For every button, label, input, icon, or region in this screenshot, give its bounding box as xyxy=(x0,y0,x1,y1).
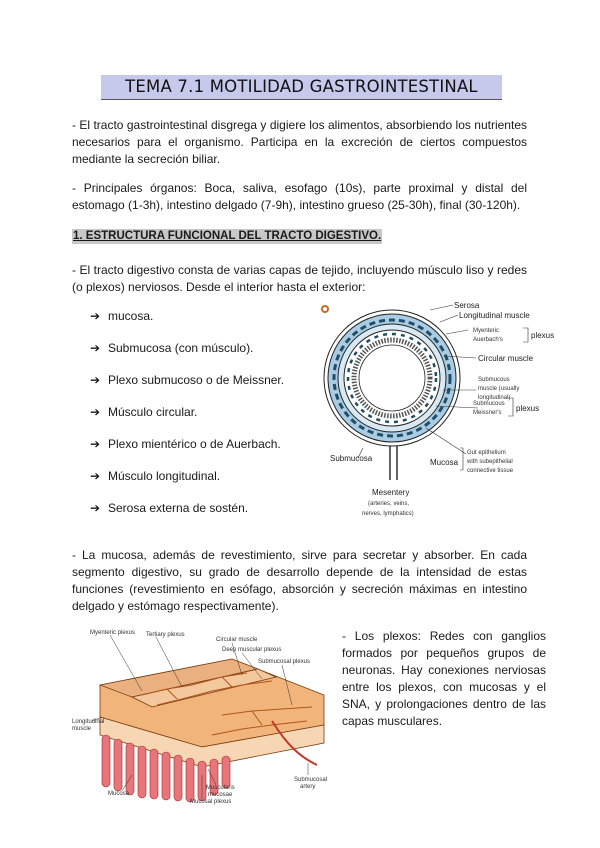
list-item xyxy=(90,340,284,372)
label-submucous-plexus-1: Submucous xyxy=(473,401,505,407)
layer-label: Músculo circular. xyxy=(108,405,198,419)
label-myenteric: Myenteric xyxy=(473,328,500,334)
label-longitudinal-2: muscle xyxy=(72,726,92,732)
structure-intro: - El tracto digestivo consta de varias capas de tejido, incluyendo músculo liso y redes (o plexos) nerviosos. Desde el interior hasta el exterior: xyxy=(72,263,527,294)
label-gut-epithelium-1: Gut epithelium xyxy=(467,450,506,456)
label-longitudinal-muscle: Longitudinal muscle xyxy=(459,311,530,320)
label-submucosal-artery-1: Submucosal xyxy=(294,777,328,783)
layer-label: mucosa. xyxy=(108,309,154,323)
label-submucosal-plexus: Submucosal plexus xyxy=(258,659,311,665)
list-item xyxy=(90,468,284,500)
label-mesentery-3: nerves, lymphatics) xyxy=(362,511,414,517)
list-item xyxy=(90,308,284,340)
label-plexus-2: plexus xyxy=(516,404,540,413)
label-mesentery: Mesentery xyxy=(372,488,410,497)
arrow-right-icon: ➔ xyxy=(90,501,101,515)
label-submucous-muscle-3: longitudinal) xyxy=(478,395,511,401)
list-item xyxy=(90,372,284,404)
label-submucosal-artery-2: artery xyxy=(300,784,316,790)
section-heading: 1. ESTRUCTURA FUNCIONAL DEL TRACTO DIGESTIVO. xyxy=(73,230,382,242)
label-submucous-muscle-1: Submucous xyxy=(478,377,510,383)
label-mucosa: Mucosa xyxy=(430,458,459,467)
label-muscularis-2: mucosae xyxy=(208,792,233,798)
layer-label: Plexo submucoso o de Meissner. xyxy=(108,373,285,387)
marker-circle-icon xyxy=(322,306,328,312)
label-circular-muscle: Circular muscle xyxy=(478,354,534,363)
arrow-right-icon: ➔ xyxy=(90,373,101,387)
layer-list xyxy=(90,308,284,532)
label-muscularis-1: Muscularis xyxy=(206,785,235,791)
label-serosa: Serosa xyxy=(454,301,480,310)
layer-label: Submucosa (con músculo). xyxy=(108,341,254,355)
label-mucosal-plexus: Mucosal plexus xyxy=(190,799,232,805)
label-longitudinal-1: Longitudinal xyxy=(72,719,105,725)
label-meissners: Meissner's xyxy=(473,410,502,416)
page-title: TEMA 7.1 MOTILIDAD GASTROINTESTINAL xyxy=(101,75,502,100)
gut-cross-section-figure xyxy=(318,298,554,524)
arrow-right-icon: ➔ xyxy=(90,405,101,419)
label-gut-epithelium-3: connective tissue xyxy=(467,468,514,474)
list-item xyxy=(90,436,284,468)
arrow-right-icon: ➔ xyxy=(90,341,101,355)
label-mucosa-wall: Mucosa xyxy=(108,791,130,797)
arrow-right-icon: ➔ xyxy=(90,469,101,483)
label-auerbachs: Auerbach's xyxy=(473,337,503,343)
arrow-right-icon: ➔ xyxy=(90,309,101,323)
lumen xyxy=(359,345,425,411)
label-tertiary-plexus: Tertiary plexus xyxy=(146,632,185,638)
layer-label: Serosa externa de sostén. xyxy=(108,501,249,515)
label-circular-muscle-wall: Circular muscle xyxy=(216,637,258,643)
mucosa-paragraph: - La mucosa, además de revestimiento, sirve para secretar y absorber. En cada segmento digestivo, su grado de desarrollo depende de la intensidad de estas funciones (revestimiento en esófago, absorción y secreción máximas en intestino delgado y estómago respectivamente). xyxy=(72,548,527,613)
layer-label: Músculo longitudinal. xyxy=(108,469,221,483)
label-mesentery-2: (arteries, veins, xyxy=(368,501,410,507)
gut-wall-figure xyxy=(72,625,334,805)
label-plexus-1: plexus xyxy=(531,331,554,340)
label-myenteric-plexus: Myenteric plexus xyxy=(90,630,136,636)
label-submucous-muscle-2: muscle (usually xyxy=(478,386,520,392)
plexos-paragraph: - Los plexos: Redes con ganglios formados por pequeños grupos de neuronas. Hay conexiones nerviosas entre los plexos, con mucosas y el SNA, y prolongaciones dentro de las capas musculares. xyxy=(342,629,546,728)
label-deep-muscular-plexus: Deep muscular plexus xyxy=(222,647,282,653)
intro-paragraph-1: - El tracto gastrointestinal disgrega y digiere los alimentos, absorbiendo los nutrientes necesarios para el organismo. Participa en la excreción de ciertos compuestos mediante la secreción biliar. xyxy=(72,118,527,166)
list-item xyxy=(90,500,284,532)
label-gut-epithelium-2: with subepithelial xyxy=(467,459,513,465)
arrow-right-icon: ➔ xyxy=(90,437,101,451)
layer-label: Plexo mientérico o de Auerbach. xyxy=(108,437,281,451)
list-item xyxy=(90,404,284,436)
intro-paragraph-2: - Principales órganos: Boca, saliva, esofago (10s), parte proximal y distal del estomago (1-3h), intestino delgado (7-9h), intestino grueso (25-30h), final (30-120h). xyxy=(72,181,527,212)
label-submucosa: Submucosa xyxy=(330,454,373,463)
